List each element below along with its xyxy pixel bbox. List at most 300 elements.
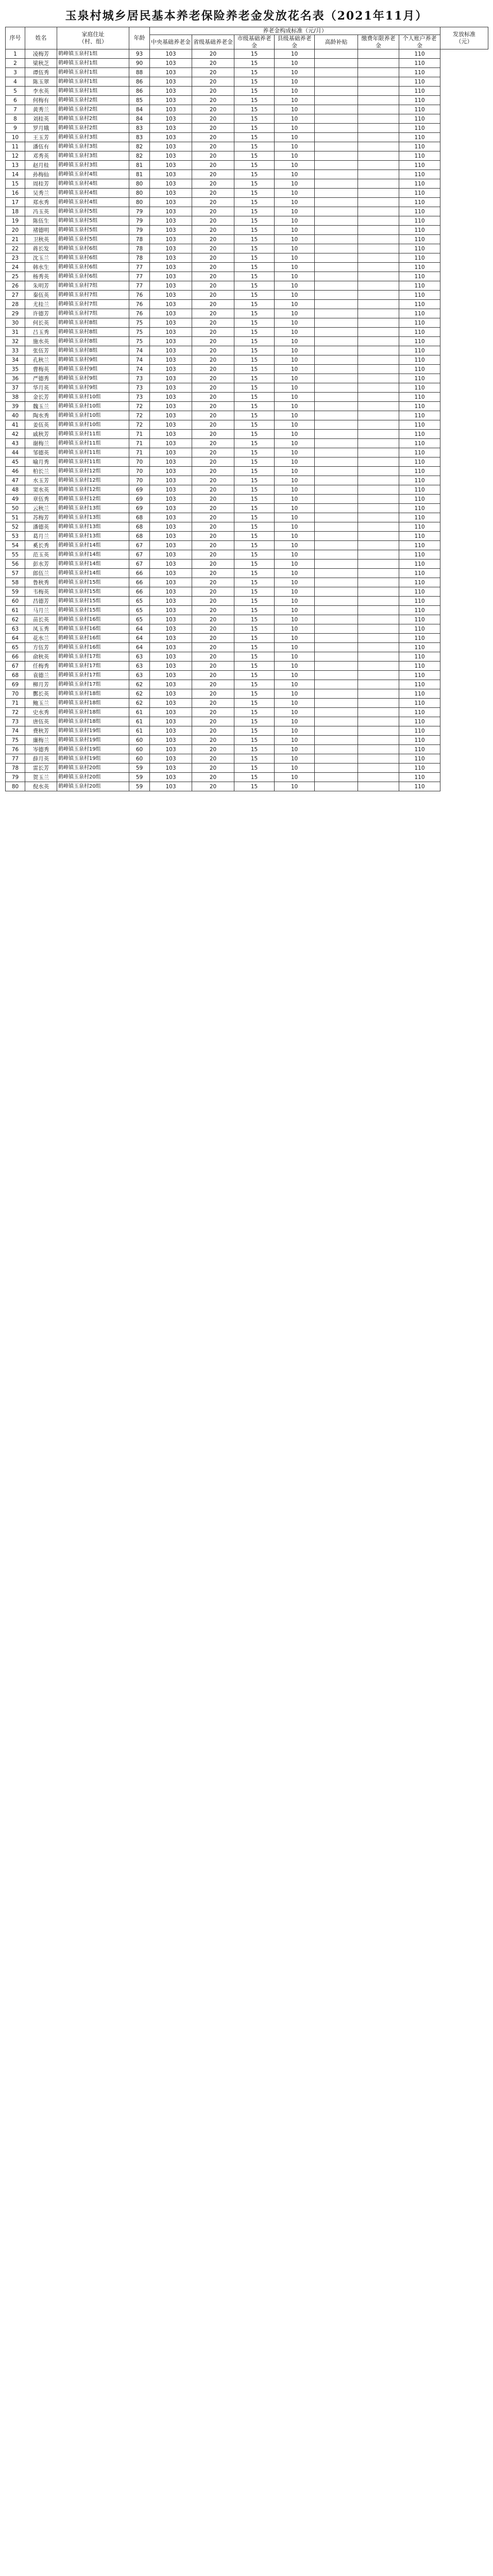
cell-city: 15 xyxy=(234,726,275,736)
cell-age: 75 xyxy=(129,318,150,328)
cell-name: 任梅秀 xyxy=(25,662,57,671)
cell-address: 鹤峰镇玉泉村1组 xyxy=(57,77,129,87)
cell-age: 80 xyxy=(129,189,150,198)
table-row xyxy=(6,699,488,708)
cell-address: 鹤峰镇玉泉村2组 xyxy=(57,96,129,105)
cell-age: 73 xyxy=(129,393,150,402)
cell-address: 鹤峰镇玉泉村3组 xyxy=(57,133,129,142)
cell-account: 110 xyxy=(399,634,440,643)
cell-years xyxy=(358,170,399,179)
cell-elderly xyxy=(315,281,358,291)
cell-province: 20 xyxy=(192,541,234,550)
cell-address: 鹤峰镇玉泉村5组 xyxy=(57,216,129,226)
cell-county: 10 xyxy=(275,179,315,189)
cell-index: 54 xyxy=(6,541,25,550)
cell-central: 103 xyxy=(150,77,192,87)
table-row xyxy=(6,133,488,142)
cell-city: 15 xyxy=(234,764,275,773)
cell-index: 65 xyxy=(6,643,25,652)
cell-account: 110 xyxy=(399,170,440,179)
cell-city: 15 xyxy=(234,643,275,652)
cell-index: 63 xyxy=(6,624,25,634)
cell-address: 鹤峰镇玉泉村1组 xyxy=(57,87,129,96)
cell-index: 43 xyxy=(6,439,25,448)
cell-address: 鹤峰镇玉泉村14组 xyxy=(57,550,129,560)
cell-years xyxy=(358,77,399,87)
cell-account: 110 xyxy=(399,374,440,383)
cell-elderly xyxy=(315,550,358,560)
cell-name: 冯玉英 xyxy=(25,207,57,216)
header-total-label: 发放标准 xyxy=(453,31,475,38)
cell-index: 18 xyxy=(6,207,25,216)
cell-address: 鹤峰镇玉泉村12组 xyxy=(57,485,129,495)
cell-age: 85 xyxy=(129,96,150,105)
cell-age: 75 xyxy=(129,337,150,346)
cell-county: 10 xyxy=(275,337,315,346)
cell-account: 110 xyxy=(399,513,440,522)
cell-years xyxy=(358,328,399,337)
cell-elderly xyxy=(315,495,358,504)
cell-province: 20 xyxy=(192,671,234,680)
table-row xyxy=(6,263,488,272)
cell-address: 鹤峰镇玉泉村3组 xyxy=(57,151,129,161)
cell-address: 鹤峰镇玉泉村15组 xyxy=(57,578,129,587)
header-sub-3: 市级基础养老金 xyxy=(234,35,275,49)
cell-city: 15 xyxy=(234,374,275,383)
cell-elderly xyxy=(315,383,358,393)
cell-years xyxy=(358,272,399,281)
cell-years xyxy=(358,430,399,439)
cell-county: 10 xyxy=(275,587,315,597)
cell-city: 15 xyxy=(234,634,275,643)
cell-elderly xyxy=(315,337,358,346)
cell-province: 20 xyxy=(192,235,234,244)
cell-city: 15 xyxy=(234,699,275,708)
cell-account: 110 xyxy=(399,773,440,782)
cell-central: 103 xyxy=(150,59,192,68)
cell-years xyxy=(358,726,399,736)
cell-age: 69 xyxy=(129,495,150,504)
cell-age: 62 xyxy=(129,699,150,708)
table-row xyxy=(6,662,488,671)
cell-city: 15 xyxy=(234,291,275,300)
cell-province: 20 xyxy=(192,662,234,671)
header-name: 姓名 xyxy=(25,27,57,49)
cell-central: 103 xyxy=(150,337,192,346)
cell-province: 20 xyxy=(192,59,234,68)
cell-address: 鹤峰镇玉泉村16组 xyxy=(57,615,129,624)
cell-central: 103 xyxy=(150,179,192,189)
cell-name: 潘德英 xyxy=(25,522,57,532)
table-row xyxy=(6,142,488,151)
cell-address: 鹤峰镇玉泉村4组 xyxy=(57,198,129,207)
cell-years xyxy=(358,133,399,142)
cell-name: 花水兰 xyxy=(25,634,57,643)
cell-name: 尤桂兰 xyxy=(25,300,57,309)
cell-province: 20 xyxy=(192,708,234,717)
table-row xyxy=(6,337,488,346)
cell-index: 34 xyxy=(6,355,25,365)
cell-account: 110 xyxy=(399,383,440,393)
cell-name: 王玉芳 xyxy=(25,133,57,142)
cell-age: 77 xyxy=(129,281,150,291)
cell-city: 15 xyxy=(234,476,275,485)
cell-age: 71 xyxy=(129,439,150,448)
cell-account: 110 xyxy=(399,680,440,689)
cell-province: 20 xyxy=(192,504,234,513)
cell-elderly xyxy=(315,374,358,383)
cell-central: 103 xyxy=(150,560,192,569)
cell-years xyxy=(358,318,399,328)
cell-years xyxy=(358,634,399,643)
cell-central: 103 xyxy=(150,272,192,281)
cell-province: 20 xyxy=(192,754,234,764)
cell-account: 110 xyxy=(399,142,440,151)
cell-address: 鹤峰镇玉泉村14组 xyxy=(57,541,129,550)
cell-province: 20 xyxy=(192,253,234,263)
cell-account: 110 xyxy=(399,346,440,355)
cell-account: 110 xyxy=(399,328,440,337)
cell-account: 110 xyxy=(399,495,440,504)
cell-province: 20 xyxy=(192,560,234,569)
cell-account: 110 xyxy=(399,151,440,161)
cell-county: 10 xyxy=(275,133,315,142)
cell-age: 64 xyxy=(129,624,150,634)
cell-province: 20 xyxy=(192,151,234,161)
header-total xyxy=(440,27,488,49)
cell-address: 鹤峰镇玉泉村4组 xyxy=(57,179,129,189)
cell-name: 姜伍英 xyxy=(25,420,57,430)
table-row xyxy=(6,291,488,300)
cell-address: 鹤峰镇玉泉村19组 xyxy=(57,726,129,736)
cell-county: 10 xyxy=(275,717,315,726)
cell-years xyxy=(358,680,399,689)
cell-elderly xyxy=(315,569,358,578)
cell-elderly xyxy=(315,365,358,374)
cell-age: 93 xyxy=(129,49,150,59)
cell-age: 78 xyxy=(129,235,150,244)
table-row xyxy=(6,59,488,68)
cell-province: 20 xyxy=(192,189,234,198)
cell-age: 64 xyxy=(129,634,150,643)
cell-county: 10 xyxy=(275,263,315,272)
cell-address: 鹤峰镇玉泉村10组 xyxy=(57,411,129,420)
cell-years xyxy=(358,467,399,476)
cell-age: 79 xyxy=(129,207,150,216)
cell-index: 25 xyxy=(6,272,25,281)
cell-name: 昌德芳 xyxy=(25,597,57,606)
cell-address: 鹤峰镇玉泉村13组 xyxy=(57,504,129,513)
cell-years xyxy=(358,411,399,420)
cell-index: 29 xyxy=(6,309,25,318)
cell-county: 10 xyxy=(275,541,315,550)
cell-index: 4 xyxy=(6,77,25,87)
cell-name: 俞秋英 xyxy=(25,652,57,662)
cell-years xyxy=(358,754,399,764)
cell-city: 15 xyxy=(234,151,275,161)
cell-age: 79 xyxy=(129,216,150,226)
cell-account: 110 xyxy=(399,235,440,244)
cell-central: 103 xyxy=(150,318,192,328)
cell-account: 110 xyxy=(399,161,440,170)
cell-name: 韦梅英 xyxy=(25,587,57,597)
cell-index: 5 xyxy=(6,87,25,96)
table-row xyxy=(6,439,488,448)
cell-city: 15 xyxy=(234,300,275,309)
cell-years xyxy=(358,59,399,68)
cell-county: 10 xyxy=(275,49,315,59)
cell-central: 103 xyxy=(150,365,192,374)
cell-city: 15 xyxy=(234,624,275,634)
cell-account: 110 xyxy=(399,244,440,253)
cell-county: 10 xyxy=(275,291,315,300)
cell-years xyxy=(358,179,399,189)
cell-years xyxy=(358,96,399,105)
cell-age: 65 xyxy=(129,615,150,624)
cell-county: 10 xyxy=(275,68,315,77)
cell-account: 110 xyxy=(399,726,440,736)
cell-years xyxy=(358,68,399,77)
cell-province: 20 xyxy=(192,77,234,87)
cell-age: 72 xyxy=(129,420,150,430)
cell-central: 103 xyxy=(150,198,192,207)
cell-province: 20 xyxy=(192,578,234,587)
cell-account: 110 xyxy=(399,411,440,420)
cell-city: 15 xyxy=(234,504,275,513)
cell-elderly xyxy=(315,309,358,318)
header-sub-4: 县级基础养老金 xyxy=(275,35,315,49)
cell-address: 鹤峰镇玉泉村13组 xyxy=(57,513,129,522)
cell-years xyxy=(358,671,399,680)
cell-name: 曹梅英 xyxy=(25,365,57,374)
cell-name: 奚长秀 xyxy=(25,541,57,550)
cell-central: 103 xyxy=(150,550,192,560)
cell-elderly xyxy=(315,624,358,634)
cell-county: 10 xyxy=(275,736,315,745)
cell-province: 20 xyxy=(192,569,234,578)
cell-city: 15 xyxy=(234,578,275,587)
cell-address: 鹤峰镇玉泉村8组 xyxy=(57,318,129,328)
cell-central: 103 xyxy=(150,300,192,309)
cell-city: 15 xyxy=(234,105,275,114)
cell-account: 110 xyxy=(399,569,440,578)
header-address xyxy=(57,27,129,49)
cell-central: 103 xyxy=(150,216,192,226)
cell-name: 施水英 xyxy=(25,337,57,346)
cell-account: 110 xyxy=(399,782,440,791)
cell-address: 鹤峰镇玉泉村15组 xyxy=(57,587,129,597)
cell-elderly xyxy=(315,764,358,773)
cell-central: 103 xyxy=(150,355,192,365)
cell-province: 20 xyxy=(192,114,234,124)
cell-city: 15 xyxy=(234,337,275,346)
table-row xyxy=(6,550,488,560)
cell-central: 103 xyxy=(150,207,192,216)
cell-age: 66 xyxy=(129,587,150,597)
cell-name: 彭水芳 xyxy=(25,560,57,569)
table-row xyxy=(6,717,488,726)
cell-address: 鹤峰镇玉泉村17组 xyxy=(57,680,129,689)
cell-index: 36 xyxy=(6,374,25,383)
cell-province: 20 xyxy=(192,736,234,745)
cell-account: 110 xyxy=(399,253,440,263)
cell-elderly xyxy=(315,216,358,226)
cell-years xyxy=(358,689,399,699)
cell-account: 110 xyxy=(399,550,440,560)
cell-index: 67 xyxy=(6,662,25,671)
cell-index: 7 xyxy=(6,105,25,114)
cell-account: 110 xyxy=(399,430,440,439)
header-address-sub: （村、组） xyxy=(79,38,107,45)
cell-central: 103 xyxy=(150,615,192,624)
cell-city: 15 xyxy=(234,77,275,87)
cell-address: 鹤峰镇玉泉村17组 xyxy=(57,671,129,680)
cell-address: 鹤峰镇玉泉村18组 xyxy=(57,708,129,717)
table-row xyxy=(6,151,488,161)
cell-account: 110 xyxy=(399,207,440,216)
cell-age: 60 xyxy=(129,736,150,745)
cell-age: 71 xyxy=(129,448,150,457)
cell-address: 鹤峰镇玉泉村7组 xyxy=(57,309,129,318)
table-row xyxy=(6,374,488,383)
cell-address: 鹤峰镇玉泉村12组 xyxy=(57,467,129,476)
cell-age: 76 xyxy=(129,309,150,318)
cell-name: 柏长兰 xyxy=(25,467,57,476)
cell-province: 20 xyxy=(192,513,234,522)
cell-central: 103 xyxy=(150,634,192,643)
table-row xyxy=(6,411,488,420)
table-row xyxy=(6,402,488,411)
cell-age: 61 xyxy=(129,717,150,726)
cell-elderly xyxy=(315,114,358,124)
cell-address: 鹤峰镇玉泉村3组 xyxy=(57,142,129,151)
cell-index: 26 xyxy=(6,281,25,291)
cell-index: 72 xyxy=(6,708,25,717)
cell-years xyxy=(358,504,399,513)
cell-city: 15 xyxy=(234,560,275,569)
table-row xyxy=(6,782,488,791)
table-row xyxy=(6,96,488,105)
cell-years xyxy=(358,337,399,346)
cell-central: 103 xyxy=(150,504,192,513)
cell-central: 103 xyxy=(150,532,192,541)
cell-index: 12 xyxy=(6,151,25,161)
cell-account: 110 xyxy=(399,671,440,680)
cell-city: 15 xyxy=(234,49,275,59)
cell-address: 鹤峰镇玉泉村4组 xyxy=(57,170,129,179)
cell-city: 15 xyxy=(234,161,275,170)
header-address-label: 家庭住址 xyxy=(81,31,105,38)
cell-name: 窦水英 xyxy=(25,485,57,495)
cell-years xyxy=(358,745,399,754)
cell-province: 20 xyxy=(192,105,234,114)
cell-name: 凤玉秀 xyxy=(25,624,57,634)
table-row xyxy=(6,624,488,634)
cell-elderly xyxy=(315,133,358,142)
table-row xyxy=(6,578,488,587)
cell-province: 20 xyxy=(192,226,234,235)
cell-account: 110 xyxy=(399,662,440,671)
cell-elderly xyxy=(315,49,358,59)
cell-account: 110 xyxy=(399,393,440,402)
cell-index: 78 xyxy=(6,764,25,773)
cell-province: 20 xyxy=(192,532,234,541)
cell-elderly xyxy=(315,420,358,430)
cell-central: 103 xyxy=(150,643,192,652)
cell-index: 17 xyxy=(6,198,25,207)
cell-city: 15 xyxy=(234,346,275,355)
cell-city: 15 xyxy=(234,467,275,476)
cell-index: 38 xyxy=(6,393,25,402)
cell-city: 15 xyxy=(234,754,275,764)
cell-account: 110 xyxy=(399,717,440,726)
cell-county: 10 xyxy=(275,346,315,355)
cell-county: 10 xyxy=(275,430,315,439)
cell-city: 15 xyxy=(234,597,275,606)
table-row xyxy=(6,587,488,597)
cell-elderly xyxy=(315,300,358,309)
cell-account: 110 xyxy=(399,263,440,272)
cell-county: 10 xyxy=(275,142,315,151)
header-total-unit: （元） xyxy=(455,38,473,45)
cell-account: 110 xyxy=(399,198,440,207)
cell-account: 110 xyxy=(399,448,440,457)
cell-account: 110 xyxy=(399,736,440,745)
cell-central: 103 xyxy=(150,170,192,179)
table-body xyxy=(6,49,488,791)
cell-city: 15 xyxy=(234,615,275,624)
cell-age: 80 xyxy=(129,198,150,207)
cell-county: 10 xyxy=(275,643,315,652)
cell-age: 67 xyxy=(129,550,150,560)
cell-county: 10 xyxy=(275,773,315,782)
cell-age: 72 xyxy=(129,402,150,411)
cell-address: 鹤峰镇玉泉村11组 xyxy=(57,457,129,467)
cell-age: 62 xyxy=(129,680,150,689)
cell-province: 20 xyxy=(192,337,234,346)
cell-account: 110 xyxy=(399,365,440,374)
cell-elderly xyxy=(315,439,358,448)
cell-address: 鹤峰镇玉泉村9组 xyxy=(57,355,129,365)
cell-county: 10 xyxy=(275,365,315,374)
cell-county: 10 xyxy=(275,578,315,587)
cell-county: 10 xyxy=(275,189,315,198)
cell-name: 水玉芳 xyxy=(25,476,57,485)
cell-city: 15 xyxy=(234,59,275,68)
cell-province: 20 xyxy=(192,550,234,560)
cell-central: 103 xyxy=(150,374,192,383)
cell-province: 20 xyxy=(192,624,234,634)
cell-years xyxy=(358,291,399,300)
cell-name: 陈玉翠 xyxy=(25,77,57,87)
cell-elderly xyxy=(315,272,358,281)
cell-county: 10 xyxy=(275,374,315,383)
cell-elderly xyxy=(315,773,358,782)
cell-central: 103 xyxy=(150,773,192,782)
cell-province: 20 xyxy=(192,355,234,365)
cell-years xyxy=(358,615,399,624)
cell-address: 鹤峰镇玉泉村15组 xyxy=(57,606,129,615)
cell-central: 103 xyxy=(150,578,192,587)
cell-age: 76 xyxy=(129,300,150,309)
cell-years xyxy=(358,782,399,791)
cell-name: 葛月兰 xyxy=(25,532,57,541)
cell-province: 20 xyxy=(192,87,234,96)
cell-age: 63 xyxy=(129,662,150,671)
cell-county: 10 xyxy=(275,383,315,393)
cell-elderly xyxy=(315,457,358,467)
cell-age: 84 xyxy=(129,114,150,124)
